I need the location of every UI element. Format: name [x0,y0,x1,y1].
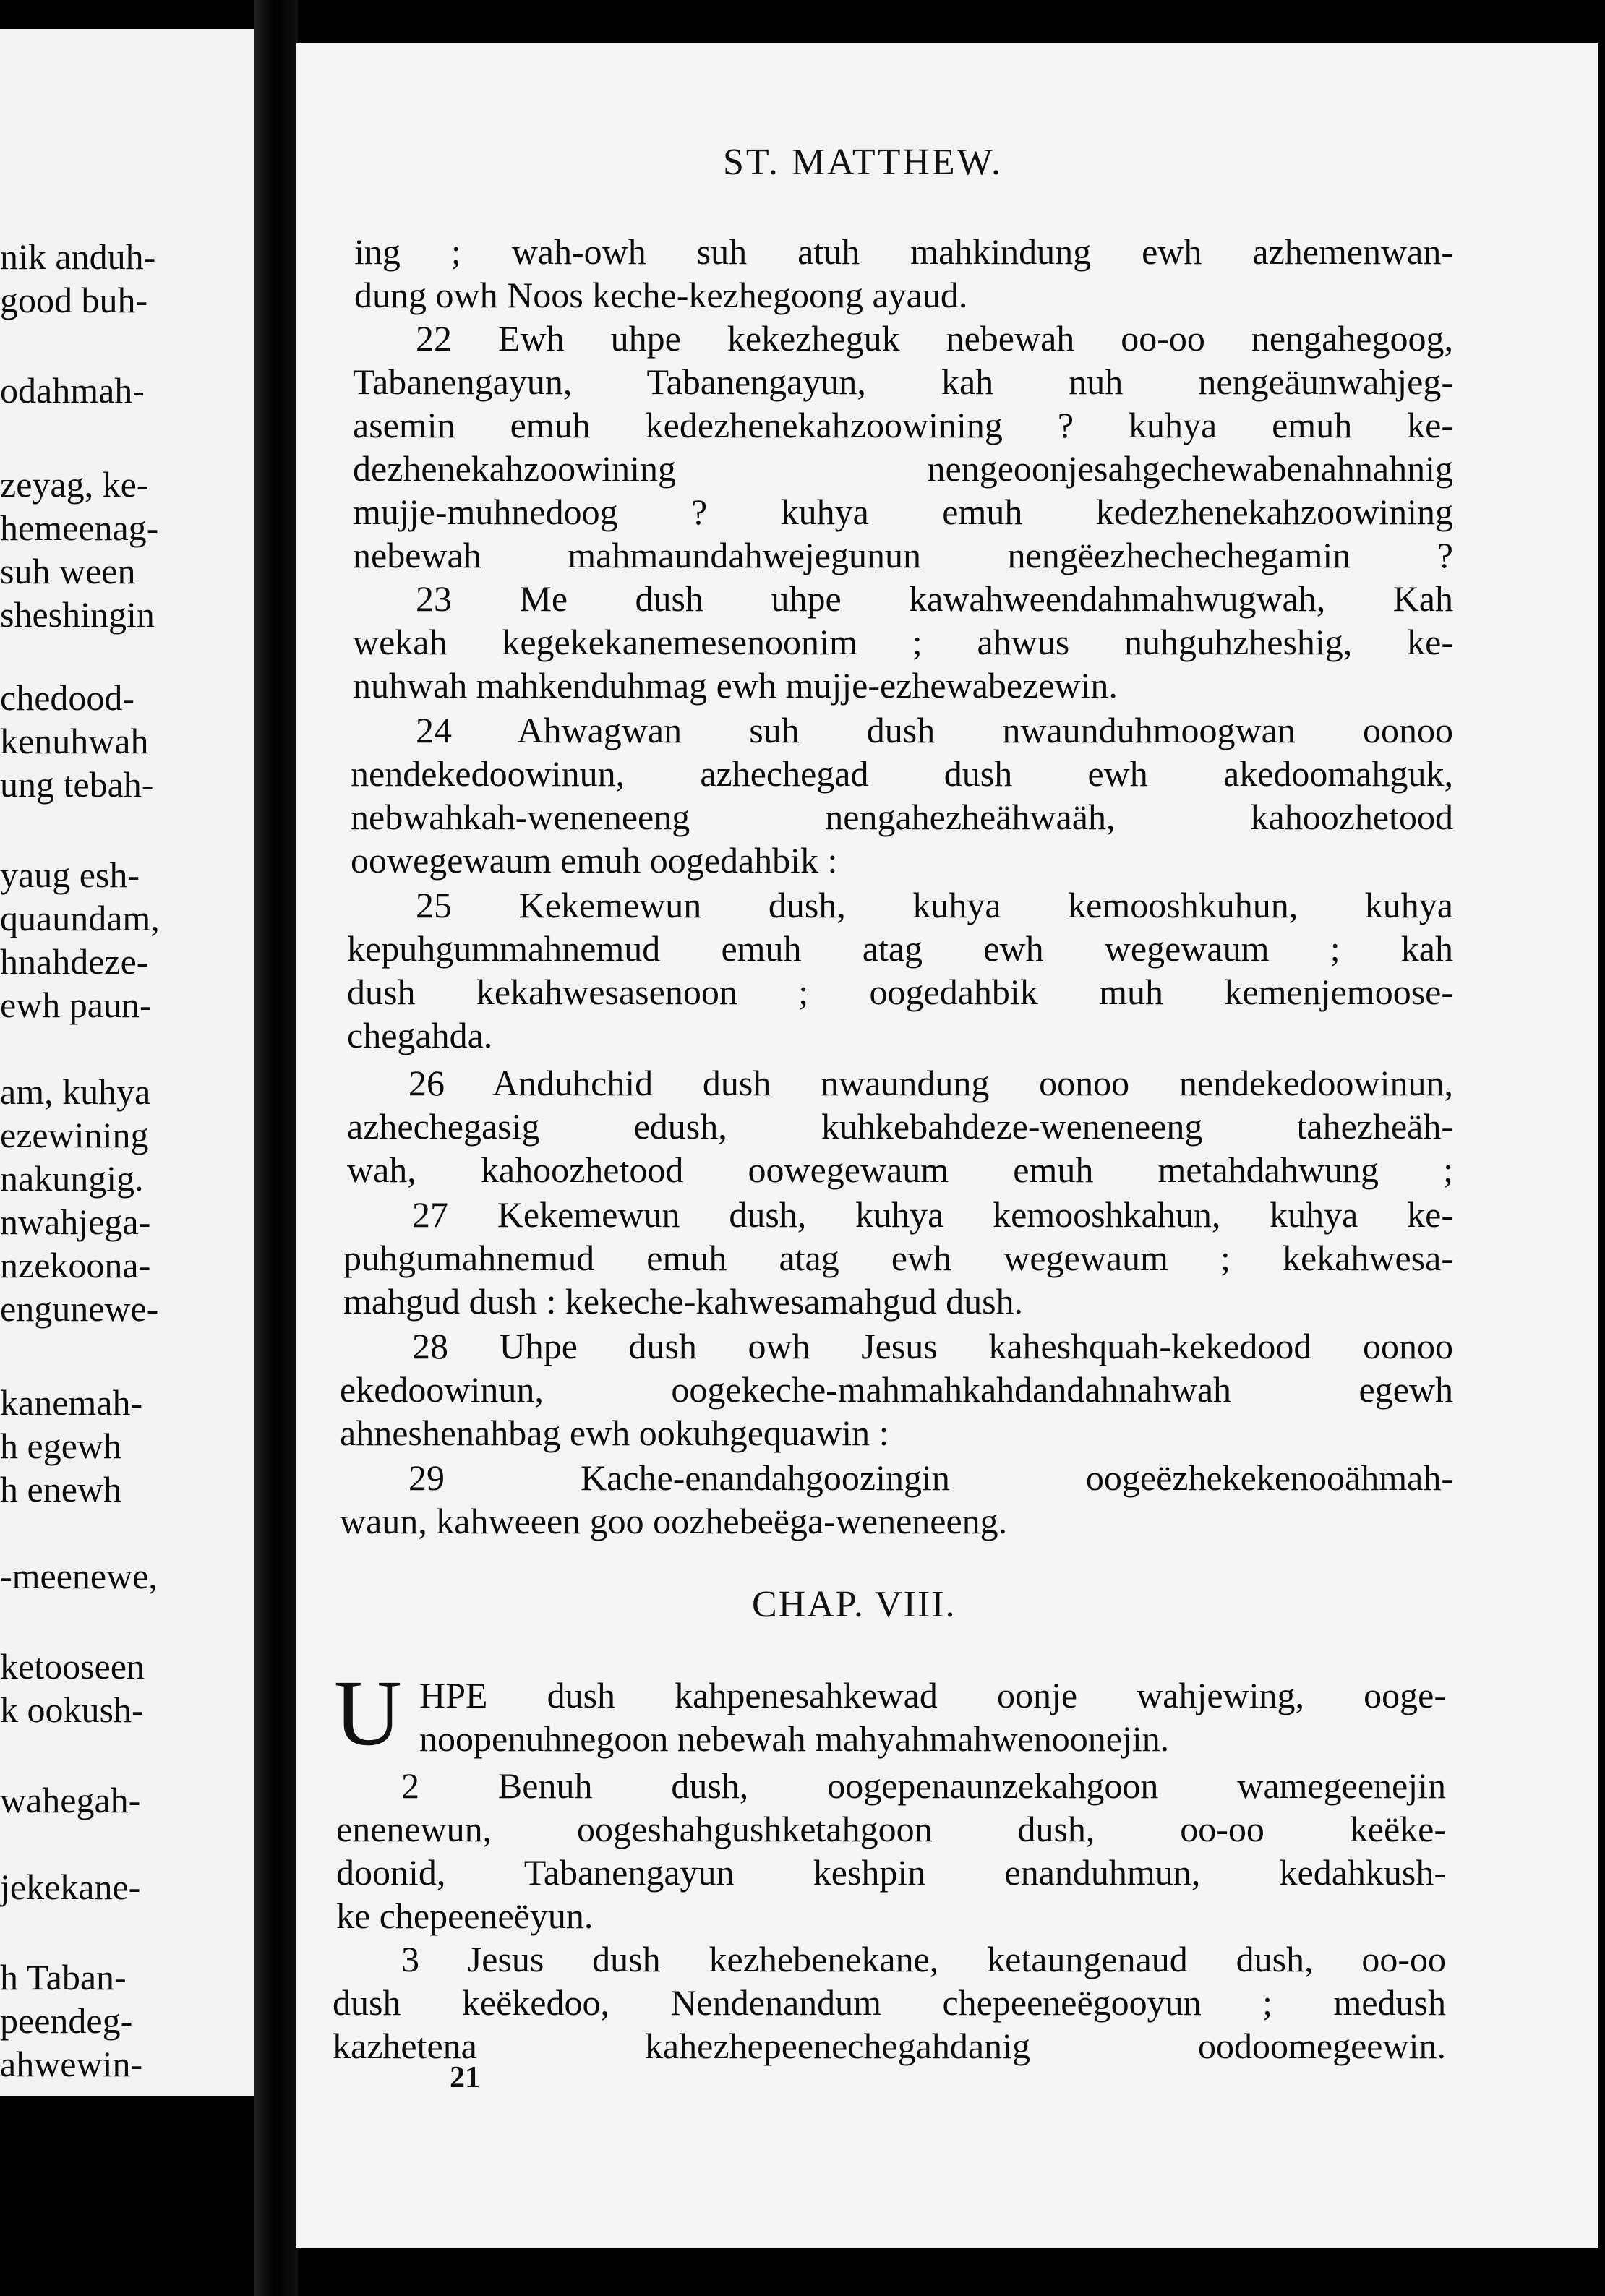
left-line: hemeenag- [0,507,159,548]
left-line: h enewh [0,1469,121,1509]
body-line: 23 Me dush uhpe kawahweendahmahwugwah, Kah [416,578,1453,619]
body-line: chegahda. [347,1015,493,1055]
body-line: wekah kegekekanemesenoonim ; ahwus nuhguhzheshig, ke- [353,622,1453,662]
body-line: oowegewaum emuh oogedahbik : [351,840,838,881]
body-line: ke chepeeneëyun. [336,1896,594,1936]
body-line: 3 Jesus dush kezhebenekane, ketaungenaud dush, oo-oo [401,1939,1446,1979]
body-line: doonid, Tabanengayun keshpin enanduhmun, kedahkush- [336,1852,1446,1893]
left-line: nzekoona- [0,1245,151,1285]
body-line: ekedoowinun, oogekeche-mahmahkahdandahnahwah egewh [340,1369,1453,1410]
left-line: peendeg- [0,2000,133,2041]
body-line: HPE dush kahpenesahkewad oonje wahjewing, ooge- [419,1675,1446,1715]
body-line: nebwahkah-weneneeng nengahezheähwaäh, kahoozhetood [351,797,1453,837]
drop-cap: U [334,1661,402,1765]
left-line: chedood- [0,677,135,718]
chapter-heading: CHAP. VIII. [752,1584,956,1625]
body-line: asemin emuh kedezhenekahzoowining ? kuhya emuh ke- [353,405,1453,445]
body-line: dush keëkedoo, Nendenandum chepeeneëgooyun ; medush [333,1982,1446,2023]
body-line: noopenuhnegoon nebewah mahyahmahwenoonejin. [419,1718,1170,1759]
body-line: waun, kahweeen goo oozhebeëga-weneneeng. [340,1501,1008,1541]
left-line: ewh paun- [0,985,152,1025]
left-line: sheshingin [0,594,155,635]
body-line: wah, kahoozhetood oowegewaum emuh metahdahwung ; [347,1149,1453,1190]
left-line: h egewh [0,1426,121,1466]
left-line: good buh- [0,280,148,320]
body-line: ahneshenahbag ewh ookuhgequawin : [340,1413,889,1453]
body-line: kepuhgummahnemud emuh atag ewh wegewaum ; kah [347,928,1453,969]
body-line: dezhenekahzoowining nengeoonjesahgechewabenahnahnig [353,448,1453,489]
body-line: kazhetena kahezhepeenechegahdanig oodoomegeewin. [333,2026,1446,2066]
page-title: ST. MATTHEW. [723,142,1003,183]
page-number: 21 [450,2061,480,2094]
left-line: -meenewe, [0,1556,158,1596]
left-line: nwahjega- [0,1201,151,1242]
body-line: mujje-muhnedoog ? kuhya emuh kedezhenekahzoowining [353,492,1453,532]
left-line: zeyag, ke- [0,464,149,505]
left-line: suh ween [0,551,136,591]
left-line: ahwewin- [0,2044,143,2084]
body-line: ing ; wah-owh suh atuh mahkindung ewh azhemenwan- [354,231,1453,272]
left-line: nik anduh- [0,236,156,277]
body-line: mahgud dush : kekeche-kahwesamahgud dush. [343,1281,1024,1322]
left-line: yaug esh- [0,854,140,895]
left-line: hnahdeze- [0,941,149,982]
body-line: nendekedoowinun, azhechegad dush ewh akedoomahguk, [351,753,1453,794]
body-line: dung owh Noos keche-kezhegoong ayaud. [354,275,968,315]
left-line: k ookush- [0,1689,144,1730]
body-line: 24 Ahwagwan suh dush nwaunduhmoogwan oonoo [416,710,1453,750]
left-line: wahegah- [0,1780,141,1820]
book-gutter [254,0,298,2296]
left-line: nakungig. [0,1158,144,1199]
body-line: enenewun, oogeshahgushketahgoon dush, oo-oo keëke- [336,1809,1446,1849]
left-line: engunewe- [0,1288,159,1329]
left-line: ezewining [0,1115,149,1155]
body-line: 29 Kache-enandahgoozingin oogeëzhekekenooähmah- [408,1457,1453,1498]
body-line: 25 Kekemewun dush, kuhya kemooshkuhun, kuhya [416,885,1453,925]
body-line: puhgumahnemud emuh atag ewh wegewaum ; kekahwesa- [343,1238,1453,1278]
left-line: kenuhwah [0,721,149,761]
body-line: 22 Ewh uhpe kekezheguk nebewah oo-oo nengahegoog, [416,318,1453,359]
left-line: jekekane- [0,1867,141,1907]
body-line: 27 Kekemewun dush, kuhya kemooshkahun, kuhya ke- [412,1194,1453,1235]
left-line: am, kuhya [0,1071,151,1112]
body-line: azhechegasig edush, kuhkebahdeze-weneneeng tahezheäh- [347,1106,1453,1147]
left-line: ketooseen [0,1646,145,1687]
left-line: odahmah- [0,370,145,411]
body-line: 28 Uhpe dush owh Jesus kaheshquah-kekedood oonoo [412,1326,1453,1366]
body-line: Tabanengayun, Tabanengayun, kah nuh nengeäunwahjeg- [353,361,1453,402]
left-line: ung tebah- [0,764,154,805]
body-line: nebewah mahmaundahwejegunun nengëezhechechegamin ? [353,535,1453,575]
left-line: kanemah- [0,1382,143,1423]
body-line: nuhwah mahkenduhmag ewh mujje-ezhewabezewin. [353,665,1118,706]
body-line: dush kekahwesasenoon ; oogedahbik muh kemenjemoose- [347,972,1453,1012]
left-line: h Taban- [0,1957,127,1997]
body-line: 26 Anduhchid dush nwaundung oonoo nendekedoowinun, [408,1063,1453,1103]
left-page [0,29,254,2096]
left-line: quaundam, [0,898,160,938]
body-line: 2 Benuh dush, oogepenaunzekahgoon wamegeenejin [401,1765,1446,1806]
